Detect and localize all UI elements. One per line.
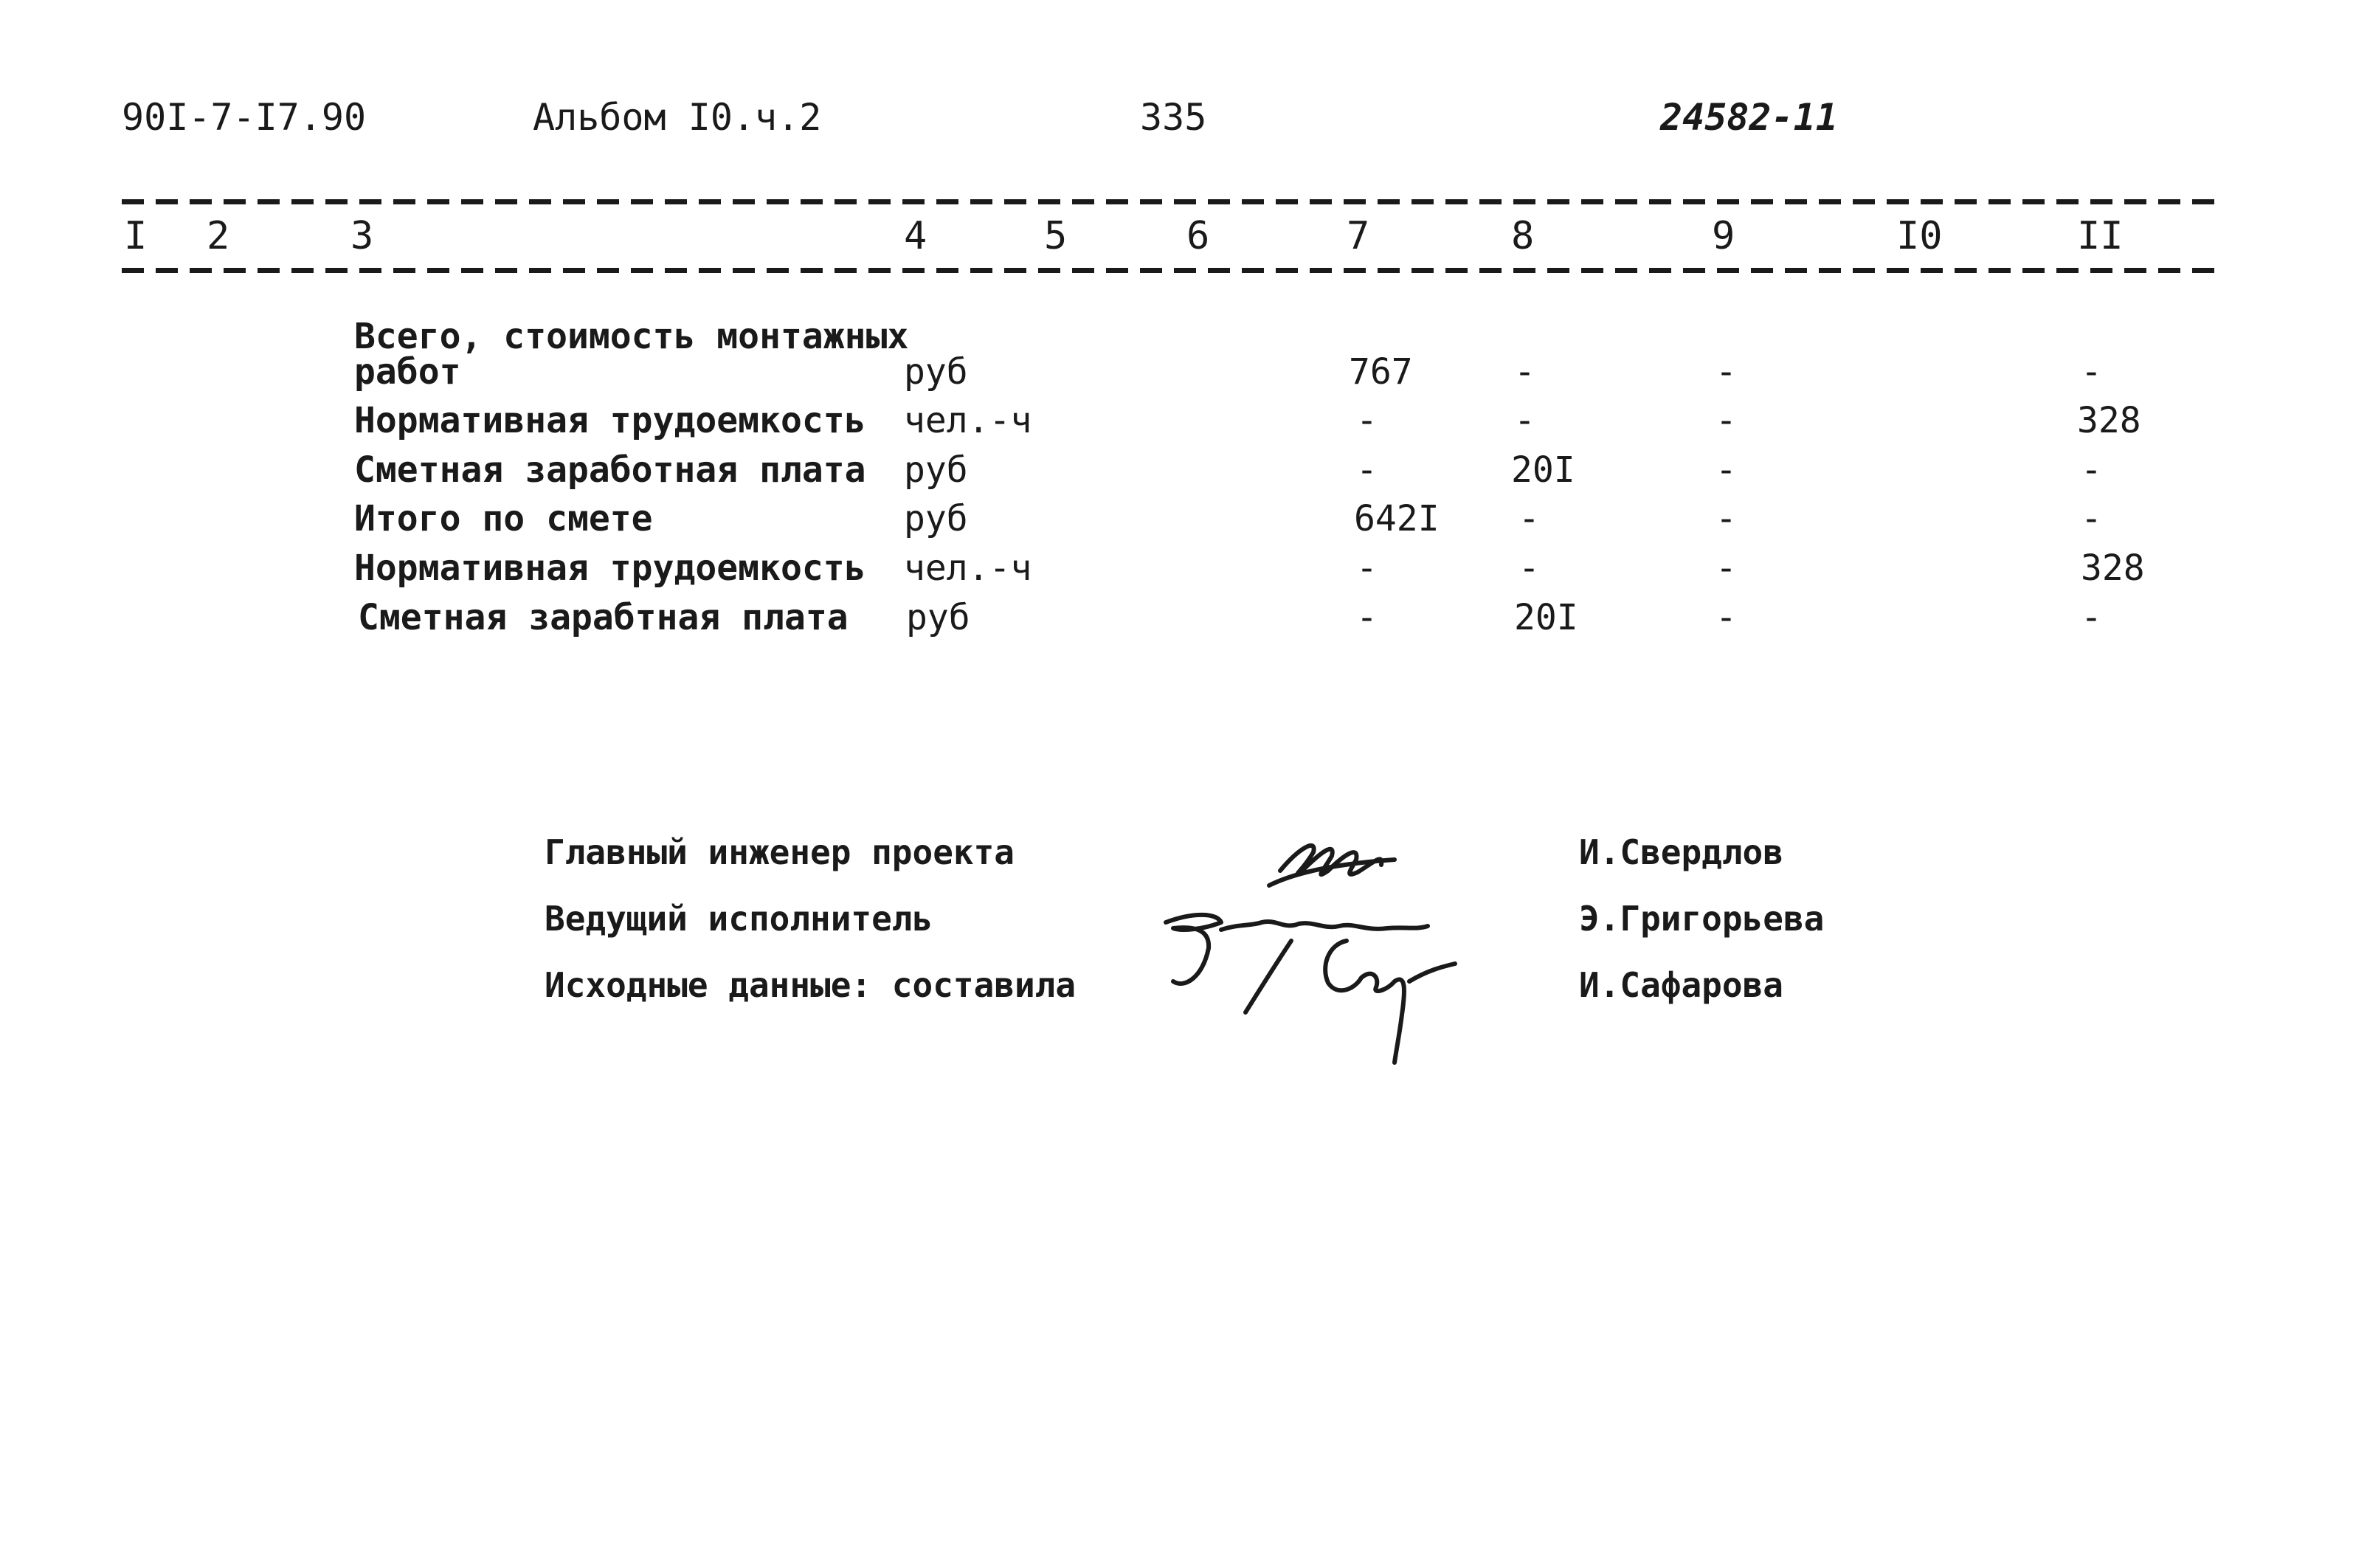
value-col11: - [2081,498,2102,539]
value-col9: - [1715,548,1737,589]
value-col8: - [1514,351,1535,393]
row-unit: руб [904,449,968,491]
value-col8: 20I [1514,597,1578,638]
value-col8: - [1518,498,1540,539]
value-col7: 642I [1354,498,1440,539]
signature-role: Главный инженер проекта [545,832,1015,872]
column-number: 2 [207,214,230,258]
column-number: 9 [1712,214,1735,258]
value-col9: - [1715,498,1737,539]
column-number: 3 [350,214,374,258]
value-col8: 20I [1511,449,1575,491]
column-number: 4 [904,214,927,258]
row-label: Нормативная трудоемкость [354,548,866,589]
row-label: Нормативная трудоемкость [354,400,866,441]
signature-role: Ведущий исполнитель [545,899,933,939]
table-top-rule [122,199,2221,204]
row-label: Сметная заработная плата [354,449,866,491]
value-col7: - [1356,400,1378,441]
column-number: 7 [1347,214,1370,258]
album-label: Альбом I0.ч.2 [533,96,822,139]
signature-role: Исходные данные: составила [545,965,1077,1005]
value-col8: - [1518,548,1540,589]
column-number: 5 [1044,214,1068,258]
row-unit: руб [906,597,970,638]
value-col7: - [1356,449,1378,491]
value-col7: - [1356,597,1378,638]
column-number: II [2077,214,2124,258]
table-header-bottom-rule [122,268,2221,273]
value-col9: - [1715,400,1737,441]
value-col11: 328 [2077,400,2141,441]
column-number: I [124,214,148,258]
column-number: 8 [1511,214,1535,258]
value-col7: 767 [1349,351,1413,393]
row-unit: руб [904,498,968,539]
value-col11: - [2081,449,2102,491]
document-code: 90I-7-I7.90 [122,96,367,139]
row-unit: руб [904,351,968,393]
value-col11: - [2081,597,2102,638]
signatory-name: И.Сафарова [1579,965,1783,1005]
value-col9: - [1715,449,1737,491]
row-unit: чел.-ч [904,400,1032,441]
row-label: Всего, стоимость монтажных [354,316,909,357]
column-number: I0 [1896,214,1943,258]
doc-number: 24582-11 [1660,96,1838,139]
signatory-name: И.Свердлов [1579,832,1783,872]
value-col9: - [1715,351,1737,393]
value-col11: 328 [2081,548,2145,589]
signatory-name: Э.Григорьева [1579,899,1825,939]
row-unit: чел.-ч [904,548,1032,589]
page-number: 335 [1140,96,1207,139]
value-col11: - [2081,351,2102,393]
handwritten-signatures [1151,819,1549,1070]
value-col9: - [1715,597,1737,638]
row-label: Итого по смете [354,498,653,539]
column-number: 6 [1186,214,1210,258]
value-col8: - [1514,400,1535,441]
row-label: Сметная зарабтная плата [358,597,849,638]
row-label-continued: работ [354,351,461,393]
value-col7: - [1356,548,1378,589]
